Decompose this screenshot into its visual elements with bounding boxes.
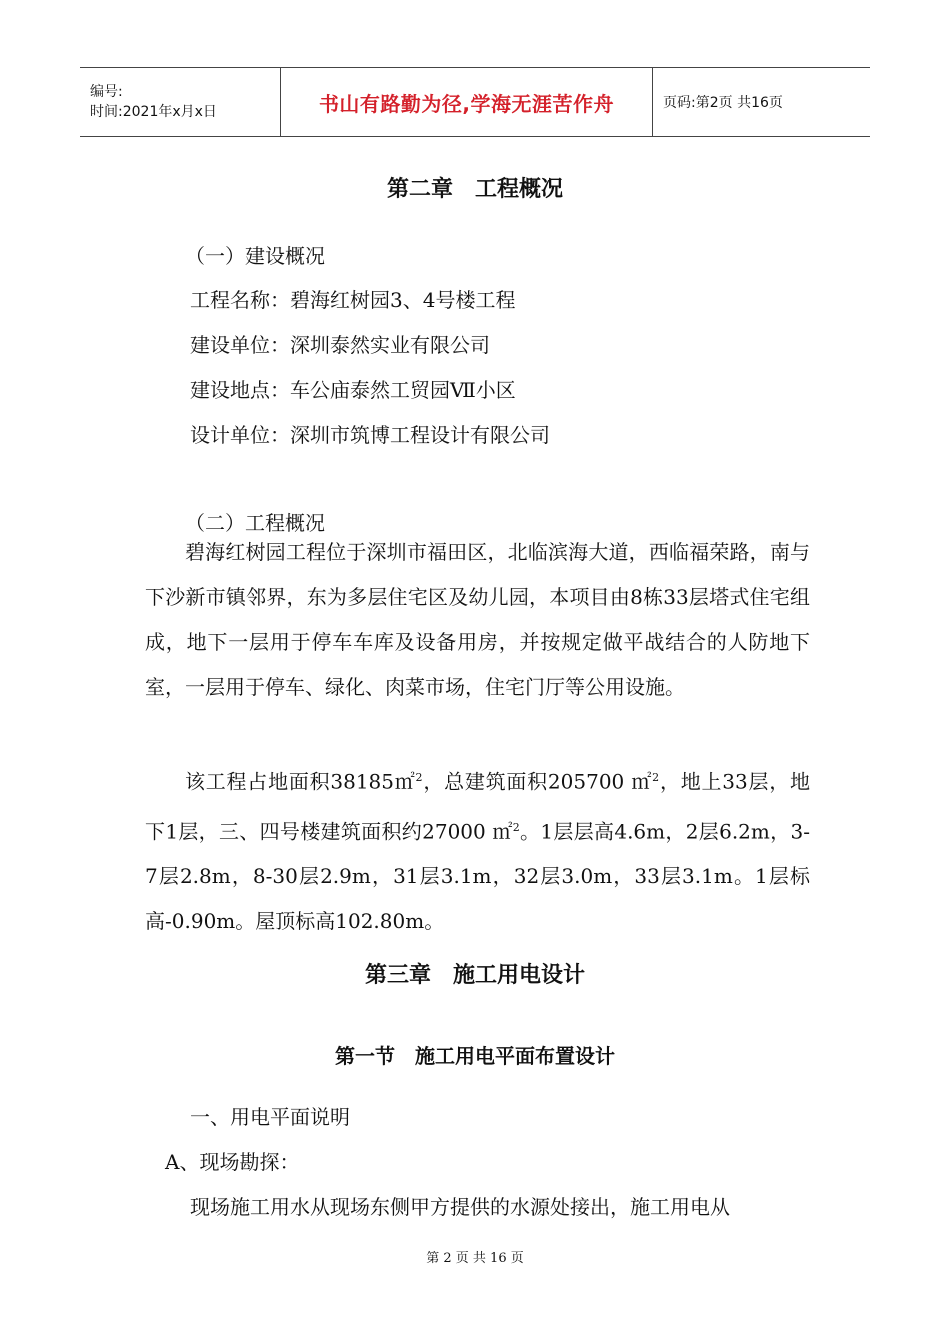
overview-text: 碧海红树园工程位于深圳市福田区，北临滨海大道，西临福荣路，南与下沙新市镇邻界，东为多层住宅区及幼儿园，本项目由8栋33层塔式住宅组成，地下一层用于停车车库及设备用房，并按规定做平战结合的人防地下室，一层用于停车、绿化、肉菜市场，住宅门厅等公用设施。 bbox=[145, 540, 810, 699]
item-a: A、现场勘探： bbox=[165, 1150, 300, 1174]
client-unit: 建设单位：深圳泰然实业有限公司 bbox=[190, 333, 490, 357]
project-name: 工程名称：碧海红树园3、4号楼工程 bbox=[190, 288, 516, 312]
chapter3-title: 第三章 施工用电设计 bbox=[364, 963, 585, 988]
area-paragraph bbox=[145, 755, 810, 944]
number-label: 编号: bbox=[90, 84, 123, 100]
area-text: 该工程占地面积38185㎡$^2$，总建筑面积205700 ㎡$^2$，地上33层，地下1层，三、四号楼建筑面积约27000 ㎡$^2$。1层层高4.6m，2层6.2m，3-7层2.8m，8-30层2.9m，31层3.1m，32层3.0m，33层3.1m。1层标高-0.90m。屋顶标高102.80m。 bbox=[145, 769, 810, 934]
motto: 书山有路勤为径,学海无涯苦作舟 bbox=[318, 91, 615, 116]
header-right bbox=[653, 68, 870, 136]
section-title: 第一节 施工用电平面布置设计 bbox=[335, 1044, 615, 1068]
header-left bbox=[80, 68, 280, 136]
build-location: 建设地点：车公庙泰然工贸园Ⅶ小区 bbox=[190, 378, 516, 402]
section1-title: （一）建设概况 bbox=[185, 244, 325, 268]
page-info: 页码:第2页 共16页 bbox=[663, 95, 783, 111]
design-unit: 设计单位：深圳市筑博工程设计有限公司 bbox=[190, 423, 550, 447]
section2-title: （二）工程概况 bbox=[185, 511, 325, 535]
item-one: 一、用电平面说明 bbox=[190, 1105, 350, 1129]
header-middle bbox=[280, 68, 653, 136]
chapter2-title: 第二章 工程概况 bbox=[386, 177, 563, 202]
overview-paragraph bbox=[145, 530, 810, 710]
time-label: 时间:2021年x月x日 bbox=[90, 104, 217, 120]
paragraph-start: 现场施工用水从现场东侧甲方提供的水源处接出，施工用电从 bbox=[190, 1195, 730, 1219]
page-header bbox=[80, 67, 870, 137]
page-footer: 第 2 页 共 16 页 bbox=[426, 1251, 524, 1266]
